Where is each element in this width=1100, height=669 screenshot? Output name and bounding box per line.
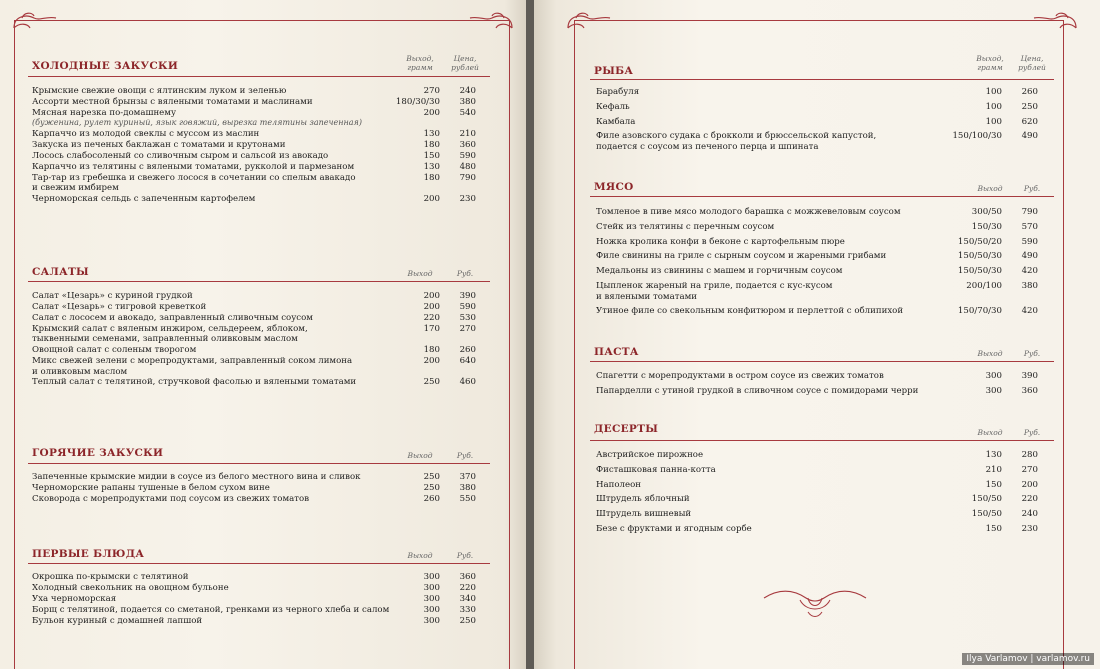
menu-item-name-continued: и свежим имбирем bbox=[32, 183, 119, 194]
menu-item-weight: 100 bbox=[985, 87, 1002, 97]
column-header-price: Руб. bbox=[1023, 184, 1041, 193]
menu-item-weight: 170 bbox=[423, 323, 440, 334]
section-divider bbox=[590, 196, 1054, 197]
menu-item-weight: 180 bbox=[423, 172, 440, 183]
menu-item-weight: 200 bbox=[423, 107, 440, 118]
menu-item-price: 490 bbox=[1021, 251, 1038, 262]
menu-item-name: Черноморская сельдь с запеченным картофелем bbox=[32, 194, 256, 205]
menu-item-weight: 210 bbox=[985, 464, 1002, 475]
menu-item-price: 250 bbox=[459, 615, 476, 626]
menu-item-price: 380 bbox=[459, 482, 476, 493]
menu-item-name-continued: подается с соусом из печеного перца и шпината bbox=[596, 141, 819, 152]
menu-item-price: 270 bbox=[459, 323, 476, 334]
menu-item-name: Ассорти местной брынзы с вялеными томатами и маслинами bbox=[32, 96, 313, 107]
menu-item-name: Утиное филе со свекольным конфитюром и перлеттой с облипихой bbox=[596, 306, 904, 317]
menu-item-name: Холодный свекольник на овощном бульоне bbox=[32, 582, 229, 593]
menu-item-name: Закуска из печеных баклажан с томатами и крутонами bbox=[32, 140, 286, 151]
menu-item-weight: 150/100/30 bbox=[952, 131, 1002, 142]
column-header-price: Руб. bbox=[456, 551, 474, 560]
menu-item-weight: 150/50/30 bbox=[957, 251, 1002, 262]
menu-item-price: 360 bbox=[459, 572, 476, 582]
menu-item-name: Спагетти с морепродуктами в остром соусе из свежих томатов bbox=[596, 371, 884, 381]
section-title: ХОЛОДНЫЕ ЗАКУСКИ bbox=[32, 60, 179, 72]
menu-item-weight: 270 bbox=[423, 86, 440, 96]
menu-item-price: 530 bbox=[459, 312, 476, 323]
menu-item-price: 250 bbox=[1021, 101, 1038, 112]
menu-item-name: Фисташковая панна-котта bbox=[596, 464, 716, 475]
menu-item-price: 550 bbox=[459, 493, 476, 504]
menu-page-right bbox=[534, 0, 1100, 669]
menu-item-weight: 130 bbox=[423, 129, 440, 140]
menu-item-name: Лосось слабосоленый со сливочным сыром и сальсой из авокадо bbox=[32, 151, 329, 161]
menu-item-price: 240 bbox=[459, 86, 476, 96]
section-title: ДЕСЕРТЫ bbox=[594, 423, 659, 435]
menu-item-name: Барабуля bbox=[596, 87, 640, 97]
column-header-price: Руб. bbox=[456, 269, 474, 278]
menu-item-price: 390 bbox=[459, 291, 476, 301]
menu-item-name-continued: и оливковым маслом bbox=[32, 366, 128, 377]
menu-item-name: Крымский салат с вяленым инжиром, сельдереем, яблоком, bbox=[32, 323, 308, 334]
menu-item-price: 380 bbox=[1021, 281, 1038, 291]
menu-item-price: 220 bbox=[1021, 494, 1038, 505]
menu-item-weight: 250 bbox=[423, 377, 440, 388]
column-header-price: Руб. bbox=[456, 451, 474, 460]
menu-item-name: Цыпленок жареный на гриле, подается с кус-кусом bbox=[596, 281, 833, 291]
menu-item-price: 460 bbox=[459, 377, 476, 388]
menu-item-weight: 250 bbox=[423, 472, 440, 482]
menu-item-name: Наполеон bbox=[596, 479, 641, 490]
column-header-weight: Выход bbox=[407, 451, 433, 460]
menu-item-price: 480 bbox=[459, 161, 476, 172]
menu-item-weight: 200 bbox=[423, 356, 440, 366]
corner-ornament-icon bbox=[1030, 6, 1090, 36]
menu-item-price: 590 bbox=[1021, 236, 1038, 247]
menu-item-name: Штрудель вишневый bbox=[596, 509, 692, 520]
menu-item-name: Штрудель яблочный bbox=[596, 494, 690, 505]
menu-item-name: Карпаччо из телятины с вялеными томатами, рукколой и пармезаном bbox=[32, 161, 355, 172]
section-title: САЛАТЫ bbox=[32, 266, 89, 278]
menu-item-price: 340 bbox=[459, 593, 476, 604]
menu-item-name: Тар-тар из гребешка и свежего лосося в сочетании со спелым авакадо bbox=[32, 172, 356, 183]
corner-ornament-icon bbox=[466, 6, 526, 36]
section-divider bbox=[28, 563, 490, 564]
menu-item-weight: 300 bbox=[985, 371, 1002, 381]
menu-item-weight: 150/50/30 bbox=[957, 266, 1002, 277]
menu-item-name: Филе азовского судака с брокколи и брюссельской капустой, bbox=[596, 131, 877, 142]
menu-item-name: Папарделли с утиной грудкой в сливочном соусе с помидорами черри bbox=[596, 385, 919, 396]
menu-item-name: Борщ с телятиной, подается со сметаной, гренками из черного хлеба и салом bbox=[32, 604, 390, 615]
menu-item-name-continued: и вялеными томатами bbox=[596, 291, 698, 302]
menu-item-weight: 200/100 bbox=[966, 281, 1002, 291]
section-divider bbox=[28, 76, 490, 77]
menu-item-name: Бульон куриный с домашней лапшой bbox=[32, 615, 203, 626]
menu-item-price: 220 bbox=[459, 582, 476, 593]
menu-item-name: Камбала bbox=[596, 116, 636, 127]
section-title: ПЕРВЫЕ БЛЮДА bbox=[32, 548, 145, 560]
menu-item-name: Безе с фруктами и ягодным сорбе bbox=[596, 524, 752, 534]
column-header-price: Цена, рублей bbox=[1018, 54, 1046, 72]
section-title: РЫБА bbox=[594, 65, 634, 77]
menu-item-price: 570 bbox=[1021, 221, 1038, 232]
menu-item-price: 640 bbox=[459, 356, 476, 366]
menu-item-weight: 300 bbox=[423, 604, 440, 615]
section-divider bbox=[590, 440, 1054, 441]
column-header-weight: Выход bbox=[977, 349, 1003, 358]
column-header-weight: Выход, грамм bbox=[976, 54, 1004, 72]
menu-item-weight: 150 bbox=[423, 151, 440, 161]
menu-item-price: 590 bbox=[459, 301, 476, 312]
menu-item-weight: 300 bbox=[423, 593, 440, 604]
menu-item-price: 390 bbox=[1021, 371, 1038, 381]
menu-item-name: Карпаччо из молодой свеклы с муссом из маслин bbox=[32, 129, 260, 140]
menu-item-name: Микс свежей зелени с морепродуктами, заправленный соком лимона bbox=[32, 356, 353, 366]
menu-item-price: 330 bbox=[459, 604, 476, 615]
menu-item-price: 260 bbox=[459, 345, 476, 356]
menu-item-weight: 130 bbox=[985, 450, 1002, 460]
menu-item-weight: 200 bbox=[423, 291, 440, 301]
menu-item-weight: 300 bbox=[423, 572, 440, 582]
menu-item-name: Салат «Цезарь» с тигровой креветкой bbox=[32, 301, 207, 312]
menu-item-weight: 180 bbox=[423, 345, 440, 356]
column-header-weight: Выход bbox=[407, 269, 433, 278]
menu-item-name: Томленое в пиве мясо молодого барашка с можжевеловым соусом bbox=[596, 207, 901, 217]
menu-item-weight: 200 bbox=[423, 194, 440, 205]
menu-item-weight: 150/30 bbox=[971, 221, 1002, 232]
menu-item-weight: 180 bbox=[423, 140, 440, 151]
menu-item-price: 360 bbox=[1021, 385, 1038, 396]
menu-item-price: 370 bbox=[459, 472, 476, 482]
menu-item-name: Запеченные крымские мидии в соусе из белого местного вина и сливок bbox=[32, 472, 361, 482]
section-divider bbox=[28, 281, 490, 282]
menu-item-weight: 150/50 bbox=[971, 509, 1002, 520]
menu-item-name: Кефаль bbox=[596, 101, 630, 112]
menu-item-name: Сковорода с морепродуктами под соусом из свежих томатов bbox=[32, 493, 310, 504]
menu-item-weight: 250 bbox=[423, 482, 440, 493]
menu-item-name: Филе свинины на гриле с сырным соусом и жареными грибами bbox=[596, 251, 887, 262]
menu-item-weight: 100 bbox=[985, 116, 1002, 127]
menu-item-weight: 150 bbox=[985, 479, 1002, 490]
menu-item-weight: 180/30/30 bbox=[395, 96, 440, 107]
menu-item-name: Салат «Цезарь» с куриной грудкой bbox=[32, 291, 193, 301]
menu-item-weight: 150 bbox=[985, 524, 1002, 534]
menu-item-name: Уха черноморская bbox=[32, 593, 117, 604]
menu-page-left bbox=[0, 0, 526, 669]
menu-item-weight: 260 bbox=[423, 493, 440, 504]
watermark-label: Ilya Varlamov | varlamov.ru bbox=[962, 653, 1094, 665]
menu-item-weight: 150/70/30 bbox=[957, 306, 1002, 317]
menu-item-price: 210 bbox=[459, 129, 476, 140]
menu-item-name: Ножка кролика конфи в беконе с картофельным пюре bbox=[596, 236, 845, 247]
menu-item-weight: 150/50/20 bbox=[957, 236, 1002, 247]
menu-item-name: Крымские свежие овощи с ялтинским луком и зеленью bbox=[32, 86, 287, 96]
menu-item-weight: 300 bbox=[423, 582, 440, 593]
section-divider bbox=[590, 79, 1054, 80]
corner-ornament-icon bbox=[554, 6, 614, 36]
column-header-weight: Выход bbox=[977, 428, 1003, 437]
menu-item-weight: 300/50 bbox=[971, 207, 1002, 217]
menu-item-name-continued: тыквенными семенами, заправленный оливковым маслом bbox=[32, 334, 298, 345]
column-header-weight: Выход, грамм bbox=[406, 54, 434, 72]
menu-item-price: 270 bbox=[1021, 464, 1038, 475]
menu-item-price: 540 bbox=[459, 107, 476, 118]
menu-item-price: 590 bbox=[459, 151, 476, 161]
menu-item-price: 230 bbox=[459, 194, 476, 205]
column-header-weight: Выход bbox=[407, 551, 433, 560]
column-header-price: Руб. bbox=[1023, 428, 1041, 437]
menu-item-name: Теплый салат с телятиной, стручковой фасолью и вялеными томатами bbox=[32, 377, 357, 388]
menu-item-price: 620 bbox=[1021, 116, 1038, 127]
menu-item-weight: 220 bbox=[423, 312, 440, 323]
menu-item-name: Окрошка по-крымски с телятиной bbox=[32, 572, 189, 582]
menu-item-price: 790 bbox=[1021, 207, 1038, 217]
corner-ornament-icon bbox=[0, 6, 60, 36]
menu-item-price: 360 bbox=[459, 140, 476, 151]
menu-item-price: 420 bbox=[1021, 306, 1038, 317]
menu-item-price: 230 bbox=[1021, 524, 1038, 534]
menu-item-name: Черноморские рапаны тушеные в белом сухом вине bbox=[32, 482, 270, 493]
section-title: ГОРЯЧИЕ ЗАКУСКИ bbox=[32, 447, 164, 459]
menu-item-price: 380 bbox=[459, 96, 476, 107]
column-header-price: Руб. bbox=[1023, 349, 1041, 358]
bottom-ornament-icon bbox=[760, 584, 870, 620]
menu-item-price: 280 bbox=[1021, 450, 1038, 460]
menu-item-weight: 130 bbox=[423, 161, 440, 172]
menu-item-weight: 300 bbox=[423, 615, 440, 626]
section-divider bbox=[590, 361, 1054, 362]
menu-item-weight: 300 bbox=[985, 385, 1002, 396]
menu-item-name: Медальоны из свинины с машем и горчичным соусом bbox=[596, 266, 843, 277]
menu-item-weight: 200 bbox=[423, 301, 440, 312]
menu-item-name: Мясная нарезка по-домашнему bbox=[32, 107, 177, 118]
menu-item-description: (буженина, рулет куриный, язык говяжий, вырезка телятины запеченная) bbox=[32, 118, 362, 128]
column-header-price: Цена, рублей bbox=[451, 54, 479, 72]
column-header-weight: Выход bbox=[977, 184, 1003, 193]
menu-item-price: 490 bbox=[1021, 131, 1038, 142]
menu-item-name: Овощной салат с соленым творогом bbox=[32, 345, 197, 356]
menu-item-price: 790 bbox=[459, 172, 476, 183]
menu-item-name: Австрийское пирожное bbox=[596, 450, 704, 460]
section-divider bbox=[28, 463, 490, 464]
section-title: МЯСО bbox=[594, 181, 634, 193]
menu-item-price: 260 bbox=[1021, 87, 1038, 97]
section-title: ПАСТА bbox=[594, 346, 639, 358]
menu-item-name: Стейк из телятины с перечным соусом bbox=[596, 221, 775, 232]
menu-item-weight: 150/50 bbox=[971, 494, 1002, 505]
menu-item-price: 240 bbox=[1021, 509, 1038, 520]
menu-item-price: 420 bbox=[1021, 266, 1038, 277]
menu-item-price: 200 bbox=[1021, 479, 1038, 490]
menu-item-weight: 100 bbox=[985, 101, 1002, 112]
menu-item-name: Салат с лососем и авокадо, заправленный сливочным соусом bbox=[32, 312, 313, 323]
